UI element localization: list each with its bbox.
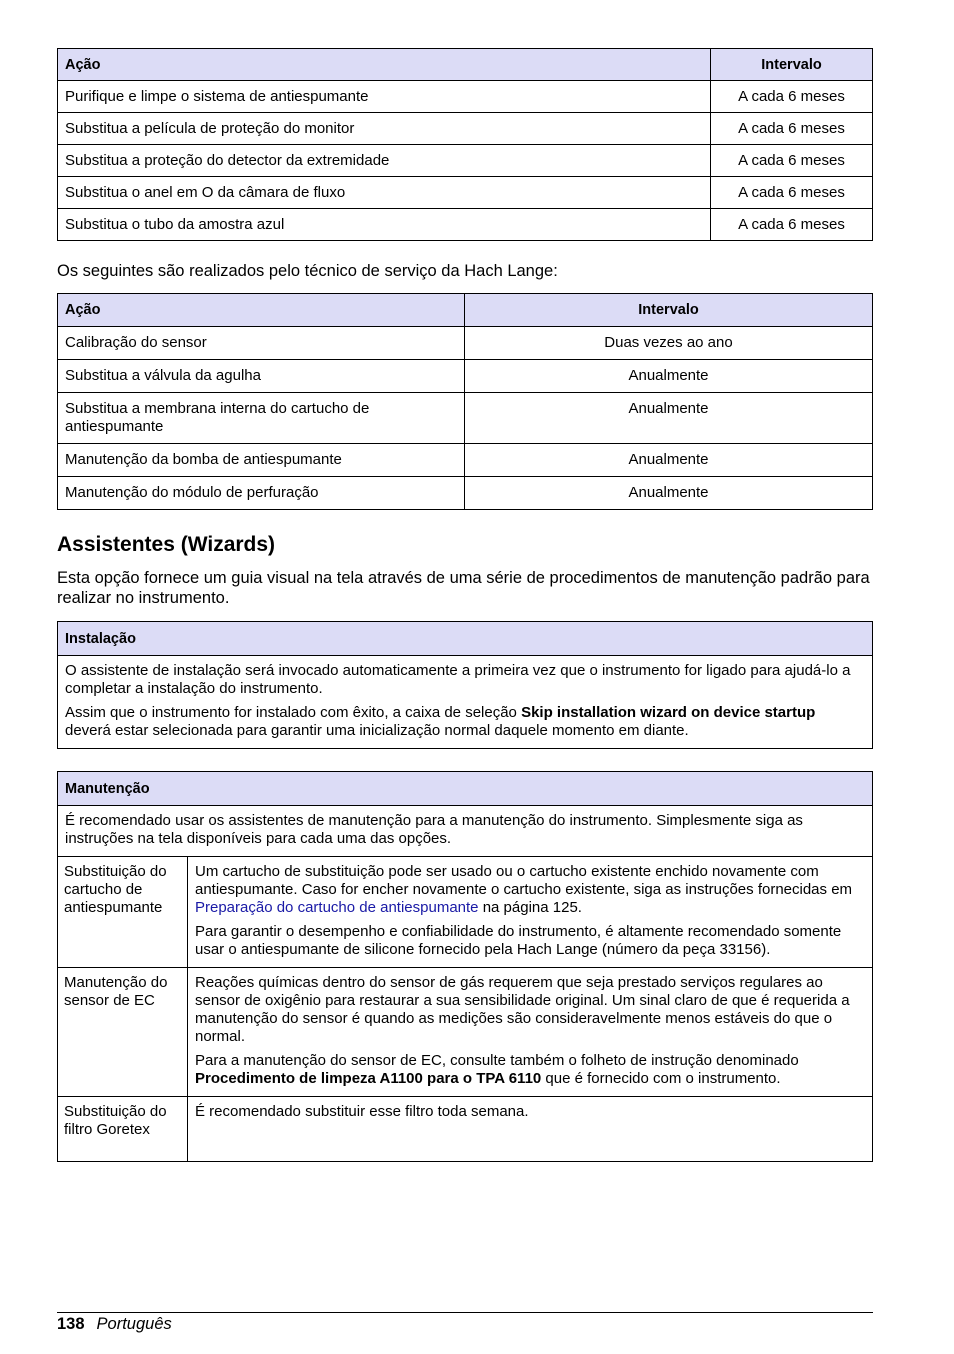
section-lead: Esta opção fornece um guia visual na tela através de uma série de procedimentos de manutenção padrão para realizar no instrumento. (57, 569, 870, 607)
text-span: Para a manutenção do sensor de EC, consulte também o folheto de instrução denominado (195, 1052, 799, 1069)
installation-table (57, 621, 873, 749)
action-cell: Manutenção do módulo de perfuração (58, 477, 465, 510)
table-row (58, 209, 873, 241)
footer-language: Português (96, 1315, 172, 1333)
table-row (58, 656, 873, 749)
table-header-row (58, 622, 873, 656)
service-schedule-table (57, 293, 873, 510)
table-row (58, 444, 873, 477)
description-paragraph (195, 863, 864, 917)
page-content (57, 48, 873, 1162)
table-row (58, 360, 873, 393)
maintenance-header: Manutenção (58, 772, 873, 806)
table-row (58, 968, 873, 1097)
maintenance-table (57, 771, 873, 1162)
action-cell: Substitua o tubo da amostra azul (58, 209, 711, 241)
table-row (58, 177, 873, 209)
action-cell: Substitua o anel em O da câmara de fluxo (58, 177, 711, 209)
text-span: deverá estar selecionada para garantir uma inicialização normal daquele momento em diante. (65, 722, 689, 739)
action-cell: Substitua a película de proteção do monitor (58, 113, 711, 145)
table-row (58, 327, 873, 360)
action-cell: Substitua a proteção do detector da extremidade (58, 145, 711, 177)
table-row (58, 806, 873, 857)
checkbox-name: Skip installation wizard on device startup (521, 704, 816, 721)
table-row (58, 477, 873, 510)
column-header-intervalo: Intervalo (465, 294, 873, 327)
wizard-description (188, 968, 873, 1097)
interval-cell: A cada 6 meses (711, 81, 873, 113)
wizard-label-goretex: Substituição do filtro Goretex (58, 1097, 188, 1162)
installation-paragraph-2 (65, 704, 865, 740)
maintenance-schedule-table (57, 48, 873, 241)
interval-cell: A cada 6 meses (711, 145, 873, 177)
text-span: que é fornecido com o instrumento. (541, 1070, 781, 1087)
wizard-description (188, 1097, 873, 1162)
text-span: Assim que o instrumento for instalado com êxito, a caixa de seleção (65, 704, 522, 721)
installation-paragraph-1: O assistente de instalação será invocado automaticamente a primeira vez que o instrumento for ligado para ajudá-lo a completar a instalação do instrumento. (65, 662, 851, 697)
installation-body (58, 656, 873, 749)
wizard-label-cartridge: Substituição do cartucho de antiespumante (58, 857, 188, 968)
description-paragraph: Para garantir o desempenho e confiabilidade do instrumento, é altamente recomendado somente usar o antiespumante de silicone fornecido pela Hach Lange (número da peça 33156). (195, 923, 842, 958)
text-span: Um cartucho de substituição pode ser usado ou o cartucho existente enchido novamente com antiespumante. Caso for encher novamente o cartucho existente, siga as instruções fornecidas em (195, 863, 853, 898)
table-row (58, 145, 873, 177)
column-header-acao: Ação (58, 49, 711, 81)
action-cell: Manutenção da bomba de antiespumante (58, 444, 465, 477)
interval-cell: Anualmente (465, 360, 873, 393)
interval-cell: Anualmente (465, 393, 873, 444)
interval-cell: Anualmente (465, 477, 873, 510)
section-title: Assistentes (Wizards) (57, 533, 276, 556)
action-cell: Substitua a membrana interna do cartucho de antiespumante (58, 393, 465, 444)
description-paragraph: É recomendado substituir esse filtro toda semana. (195, 1103, 529, 1120)
column-header-acao: Ação (58, 294, 465, 327)
table-header-row (58, 772, 873, 806)
action-cell: Substitua a válvula da agulha (58, 360, 465, 393)
description-paragraph (195, 1052, 864, 1088)
service-technician-intro: Os seguintes são realizados pelo técnico de serviço da Hach Lange: (57, 262, 558, 280)
interval-cell: A cada 6 meses (711, 113, 873, 145)
description-paragraph: Reações químicas dentro do sensor de gás requerem que seja prestado serviços regulares ao sensor de oxigênio para restaurar a sua sensibilidade original. Um sinal claro de que é requerida a manutenção do sensor é quando as medições são consideravelmente menos estáveis do que o normal. (195, 974, 850, 1045)
wizard-label-ec-sensor: Manutenção do sensor de EC (58, 968, 188, 1097)
interval-cell: Duas vezes ao ano (465, 327, 873, 360)
maintenance-intro: É recomendado usar os assistentes de manutenção para a manutenção do instrumento. Simplesmente siga as instruções na tela disponíveis para cada uma das opções. (58, 806, 873, 857)
installation-header: Instalação (58, 622, 873, 656)
interval-cell: A cada 6 meses (711, 209, 873, 241)
action-cell: Purifique e limpe o sistema de antiespumante (58, 81, 711, 113)
page-footer (57, 1312, 873, 1334)
column-header-intervalo: Intervalo (711, 49, 873, 81)
procedure-name: Procedimento de limpeza A1100 para o TPA 6110 (195, 1070, 542, 1087)
text-span: na página 125. (478, 899, 582, 916)
table-row (58, 393, 873, 444)
wizard-description (188, 857, 873, 968)
action-cell: Calibração do sensor (58, 327, 465, 360)
table-row (58, 857, 873, 968)
table-row (58, 81, 873, 113)
table-header-row (58, 294, 873, 327)
interval-cell: Anualmente (465, 444, 873, 477)
table-row (58, 113, 873, 145)
page-number: 138 (57, 1315, 85, 1333)
interval-cell: A cada 6 meses (711, 177, 873, 209)
table-header-row (58, 49, 873, 81)
cartridge-preparation-link[interactable]: Preparação do cartucho de antiespumante (195, 899, 479, 916)
table-row (58, 1097, 873, 1162)
